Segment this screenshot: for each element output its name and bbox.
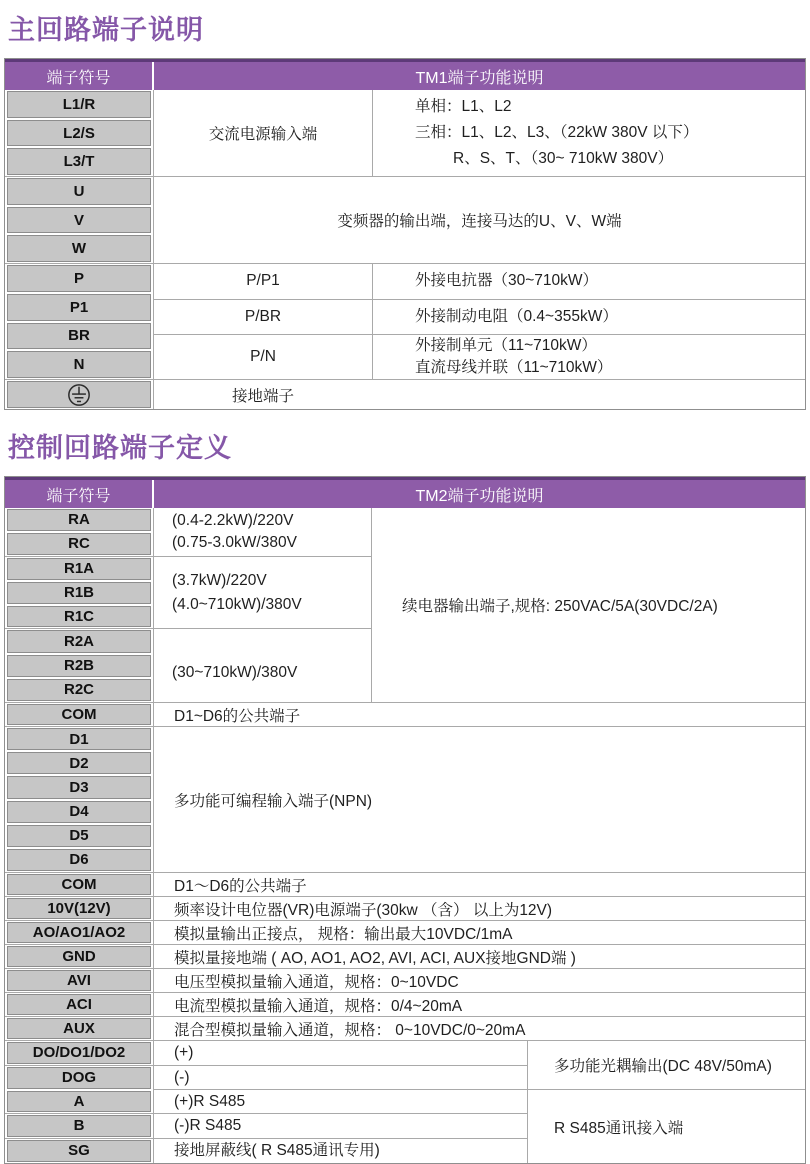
digital-input-description: 多功能可编程输入端子(NPN) bbox=[174, 792, 373, 810]
protective-earth-icon bbox=[67, 383, 91, 407]
main-circuit-title: 主回路端子说明 bbox=[8, 15, 204, 45]
row-description: 模拟量输出正接点， 规格：输出最大10VDC/1mA bbox=[174, 925, 513, 943]
table2-group-digital-inputs bbox=[5, 727, 805, 873]
control-circuit-title: 控制回路端子定义 bbox=[8, 433, 232, 463]
terminal-symbol-cell: R2B bbox=[7, 655, 151, 677]
terminal-symbol-cell: DO/DO1/DO2 bbox=[7, 1042, 151, 1064]
terminal-symbol-cell: R1B bbox=[7, 582, 151, 604]
dc-subrow bbox=[154, 264, 805, 300]
table2-row-avi bbox=[5, 969, 805, 993]
rs485-subrow bbox=[5, 1114, 527, 1138]
row-description: 电流型模拟量输入通道，规格：0/4~20mA bbox=[174, 997, 463, 1015]
table2-row-aci bbox=[5, 993, 805, 1017]
table2-header-symbol: 端子符号 bbox=[5, 480, 154, 508]
table2-header-row bbox=[5, 477, 805, 508]
terminal-symbol-cell bbox=[7, 381, 151, 408]
rs485-subrow bbox=[5, 1139, 527, 1163]
rs485-description: R S485通讯接入端 bbox=[527, 1090, 805, 1163]
table1-header-symbol: 端子符号 bbox=[5, 62, 154, 90]
terminal-symbol-cell: COM bbox=[7, 704, 151, 725]
relay-subgroup bbox=[5, 557, 371, 630]
opto-subrow bbox=[5, 1041, 527, 1066]
table2-header-function: TM2端子功能说明 bbox=[415, 487, 544, 505]
terminal-symbol-cell: AVI bbox=[7, 970, 151, 991]
rs485-line-label: (+)R S485 bbox=[153, 1090, 527, 1113]
terminal-symbol-cell: D4 bbox=[7, 801, 151, 823]
relay-subgroup bbox=[5, 508, 371, 557]
terminal-symbol-cell: BR bbox=[7, 323, 151, 350]
table1-header-function: TM1端子功能说明 bbox=[415, 69, 544, 87]
row-description: 混合型模拟量输入通道，规格： 0~10VDC/0~20mA bbox=[174, 1021, 526, 1039]
relay-rating: (30~710kW)/380V bbox=[153, 629, 371, 702]
pair-label: P/P1 bbox=[246, 272, 280, 290]
table1-group-ac-input bbox=[5, 90, 805, 177]
ac-input-label: 交流电源输入端 bbox=[208, 126, 318, 143]
table1-group-dc bbox=[5, 264, 805, 380]
terminal-symbol-cell: L1/R bbox=[7, 91, 151, 118]
terminal-symbol-cell: W bbox=[7, 235, 151, 262]
row-description: 模拟量接地端 ( AO, AO1, AO2, AVI, ACI, AUX接地GND端 ) bbox=[174, 949, 576, 967]
pair-label: P/N bbox=[250, 348, 276, 365]
terminal-symbol-cell: D6 bbox=[7, 849, 151, 871]
terminal-symbol-cell: R1C bbox=[7, 606, 151, 628]
terminal-symbol-cell: P bbox=[7, 265, 151, 292]
table2-row-ao bbox=[5, 921, 805, 945]
opto-polarity: (+) bbox=[153, 1041, 527, 1065]
terminal-symbol-cell: P1 bbox=[7, 294, 151, 321]
table2-row-com2 bbox=[5, 873, 805, 897]
terminal-symbol-cell: V bbox=[7, 207, 151, 234]
com-description: D1~D6的公共端子 bbox=[174, 707, 301, 725]
terminal-symbol-cell: D5 bbox=[7, 825, 151, 847]
table2-row-gnd bbox=[5, 945, 805, 969]
terminal-symbol-cell: AUX bbox=[7, 1018, 151, 1039]
table1-group-output bbox=[5, 177, 805, 264]
row-description: 电压型模拟量输入通道，规格：0~10VDC bbox=[174, 973, 459, 991]
relay-rating: (3.7kW)/220V (4.0~710kW)/380V bbox=[153, 557, 371, 629]
terminal-symbol-cell: D2 bbox=[7, 752, 151, 774]
terminal-symbol-cell: L2/S bbox=[7, 120, 151, 147]
terminal-symbol-cell: A bbox=[7, 1091, 151, 1112]
table1-body bbox=[5, 90, 805, 409]
com-description: D1～D6的公共端子 bbox=[174, 877, 307, 895]
dc-subrow bbox=[154, 335, 805, 379]
terminal-symbol-cell: GND bbox=[7, 946, 151, 967]
table1-group-ground bbox=[5, 380, 805, 409]
opto-polarity: (-) bbox=[153, 1066, 527, 1091]
table2-group-opto bbox=[5, 1041, 805, 1090]
ground-terminal-label: 接地端子 bbox=[231, 387, 294, 405]
relay-rating: (0.4-2.2kW)/220V (0.75-3.0kW/380V bbox=[153, 508, 371, 556]
opto-description: 多功能光耦输出(DC 48V/50mA) bbox=[527, 1041, 805, 1089]
terminal-symbol-cell: B bbox=[7, 1115, 151, 1136]
terminal-symbol-cell: L3/T bbox=[7, 148, 151, 175]
terminal-symbol-cell: N bbox=[7, 351, 151, 378]
table2-row-aux bbox=[5, 1017, 805, 1041]
rs485-line-label: (-)R S485 bbox=[153, 1114, 527, 1137]
pair-description: 外接制动电阻（0.4~355kW） bbox=[372, 300, 805, 335]
rs485-subrow bbox=[5, 1090, 527, 1114]
terminal-symbol-cell: SG bbox=[7, 1140, 151, 1162]
terminal-symbol-cell: ACI bbox=[7, 994, 151, 1015]
opto-subrow bbox=[5, 1066, 527, 1091]
table2-group-rs485 bbox=[5, 1090, 805, 1163]
output-description: 变频器的输出端，连接马达的U、V、W端 bbox=[337, 213, 622, 230]
terminal-symbol-cell: AO/AO1/AO2 bbox=[7, 922, 151, 943]
pair-description: 外接电抗器（30~710kW） bbox=[372, 264, 805, 299]
table1-header-row bbox=[5, 59, 805, 90]
terminal-symbol-cell: 10V(12V) bbox=[7, 898, 151, 919]
terminal-symbol-cell: R2C bbox=[7, 679, 151, 701]
terminal-symbol-cell: U bbox=[7, 178, 151, 205]
table2-row-com1 bbox=[5, 703, 805, 727]
terminal-symbol-cell: DOG bbox=[7, 1067, 151, 1090]
rs485-line-label: 接地屏蔽线( R S485通讯专用) bbox=[153, 1139, 527, 1163]
table2-group-relay bbox=[5, 508, 805, 703]
terminal-symbol-cell: D1 bbox=[7, 728, 151, 750]
terminal-symbol-cell: R2A bbox=[7, 630, 151, 652]
pair-description: 外接制单元（11~710kW） 直流母线并联（11~710kW） bbox=[372, 335, 805, 379]
terminal-symbol-cell: RC bbox=[7, 533, 151, 555]
relay-subgroup bbox=[5, 629, 371, 702]
main-circuit-table bbox=[4, 58, 806, 410]
table2-body bbox=[5, 508, 805, 1163]
terminal-symbol-cell: COM bbox=[7, 874, 151, 895]
terminal-symbol-cell: R1A bbox=[7, 558, 151, 580]
row-description: 频率设计电位器(VR)电源端子(30kw （含） 以上为12V) bbox=[174, 901, 553, 919]
dc-subrow bbox=[154, 300, 805, 336]
pair-label: P/BR bbox=[244, 307, 282, 325]
terminal-symbol-cell: D3 bbox=[7, 776, 151, 798]
relay-description: 续电器输出端子,规格: 250VAC/5A(30VDC/2A) bbox=[371, 508, 805, 702]
control-circuit-table bbox=[4, 476, 806, 1164]
terminal-symbol-cell: RA bbox=[7, 509, 151, 531]
ac-input-description: 单相：L1、L2 三相：L1、L2、L3、（22kW 380V 以下） R、S、T、（30~ 710kW 380V） bbox=[372, 90, 805, 176]
table2-row-10v bbox=[5, 897, 805, 921]
